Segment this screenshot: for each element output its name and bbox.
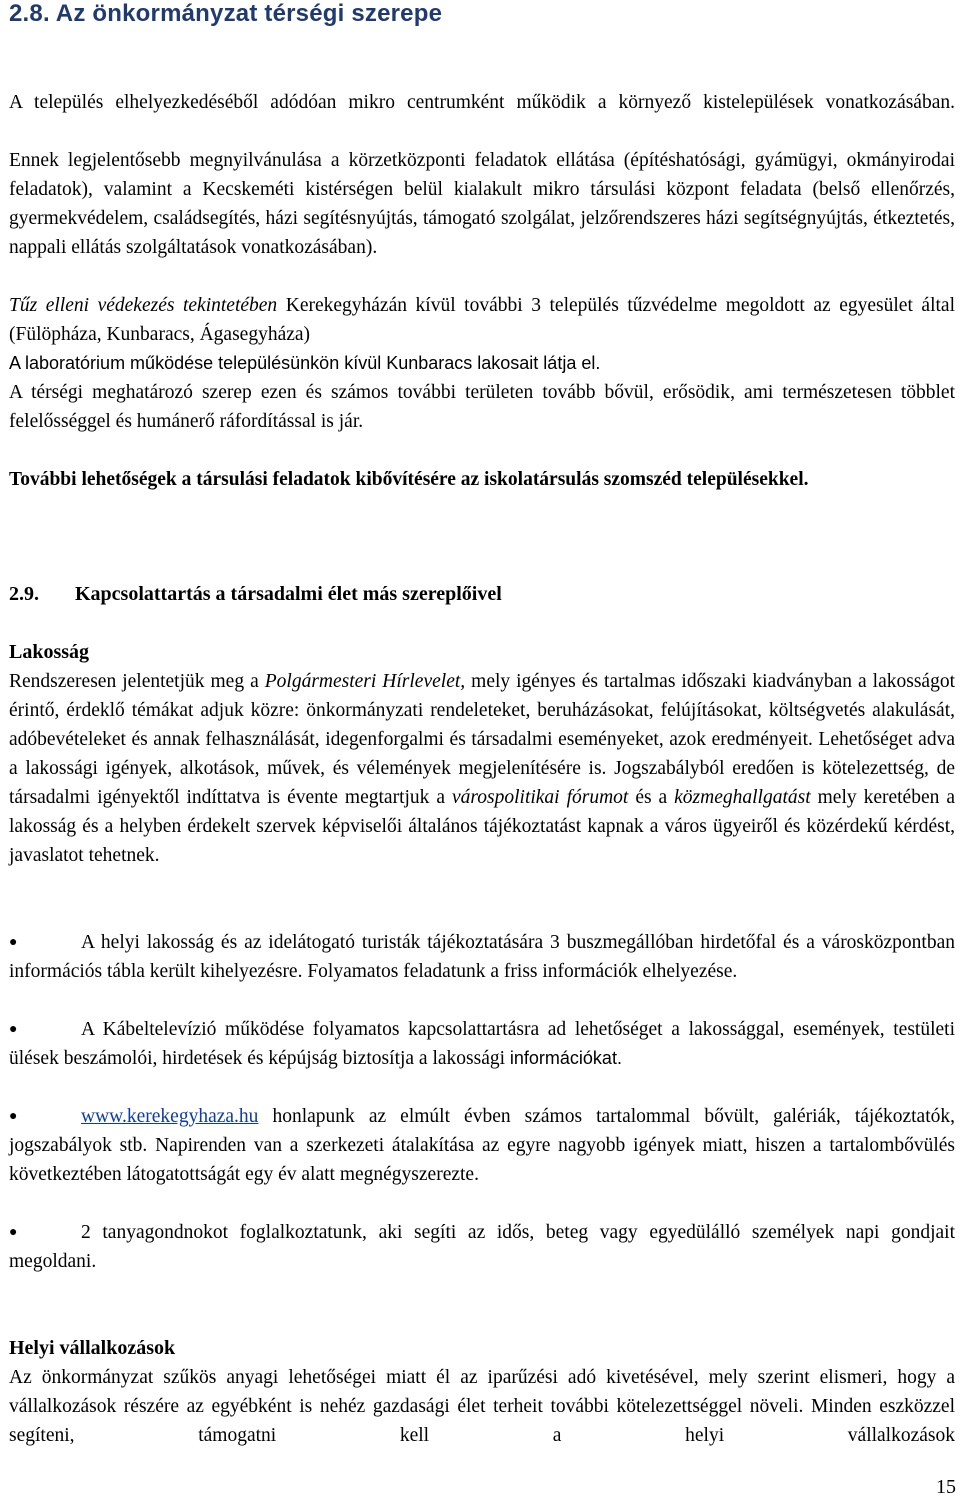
paragraph-text: További lehetőségek a társulási feladatok kibővítésére az iskolatársulás szomszéd településekkel. (9, 469, 809, 490)
paragraph-text: mely keretében a lakosság és a helyben érdekelt szervek képviselői általános tájékoztatást kapnak a város ügyeiről és közérdekű kérdést, javaslatot tehetnek. (9, 787, 955, 866)
paragraph-tuzvedelem (9, 291, 955, 349)
list-item (9, 1015, 955, 1073)
heading-lakossag: Lakosság (9, 641, 90, 663)
list-item-text: információkat. (509, 1048, 622, 1068)
section-number: 2.9. (9, 583, 39, 605)
paragraph-tersegi-szerep (9, 378, 955, 436)
list-item-text: A helyi lakosság és az idelátogató turisták tájékoztatására 3 buszmegállóban hirdetőfal és a városközpontban információs tábla került kihelyezésre. Folyamatos feladatunk a friss információk elhelyezése. (9, 932, 955, 982)
paragraph-tovabbi-lehetosegek (9, 465, 955, 494)
paragraph-text: Ennek legjelentősebb megnyilvánulása a körzetközponti feladatok ellátása (építéshatósági, gyámügyi, okmányirodai feladatok), valamint a Kecskeméti kistérségen belül kialakult mikro társulási központ feladata (belső ellenőrzés, gyermekvédelem, családsegítés, házi segítésnyújtás, támogató szolgálat, jelzőrendszeres házi segítségnyújtás, étkeztetés, nappali ellátás szolgáltatások vonatkozásában). (9, 150, 955, 258)
list-item (9, 1102, 955, 1189)
bullet-icon: ● (9, 1225, 18, 1240)
paragraph-text: Az önkormányzat szűkös anyagi lehetőségei miatt él az iparűzési adó kivetésével, mely szerint elismeri, hogy a vállalkozások részére az egyébként is nehéz gazdasági élet terheit további kötelezettséggel növeli. Minden eszközzel segíteni, támogatni kell a helyi vállalkozások (9, 1367, 955, 1446)
list-item-text: honlapunk az elmúlt évben számos tartalommal bővült, galériák, tájékoztatók, jogszabályok stb. Napirenden van a szerkezeti átalakítása az egyre nagyobb igények miatt, hiszen a tartalombővülés következtében látogatottságát egy év alatt megnégyszerezte. (9, 1106, 955, 1185)
heading-helyi-vallalkozasok: Helyi vállalkozások (9, 1337, 176, 1359)
italic-text: várospolitikai fórumot (452, 787, 629, 808)
italic-text: Tűz elleni védekezés tekintetében (9, 295, 278, 316)
paragraph-text: A laboratórium működése településünkön kívül Kunbaracs lakosait látja el. (9, 353, 601, 373)
paragraph-text: és a (628, 787, 675, 808)
paragraph-text: A térségi meghatározó szerep ezen és számos további területen tovább bővül, erősödik, ami természetesen többlet felelősséggel és humánerő ráfordítással is jár. (9, 382, 955, 432)
paragraph-laboratorium (9, 349, 955, 378)
paragraph-vallalkozasok (9, 1363, 955, 1450)
paragraph-text: Kerekegyházán kívül további 3 település tűzvédelme megoldott az egyesület által (Fülöpháza, Kunbaracs, Ágasegyháza) (9, 295, 955, 345)
list-item-text: A Kábeltelevízió működése folyamatos kapcsolattartásra ad lehetőséget a lakossággal, események, testületi ülések beszámolói, hirdetések és képújság biztosítja a lakossági (9, 1019, 955, 1069)
italic-text: Polgármesteri Hírlevelet, (264, 671, 466, 692)
paragraph-text: Rendszeresen jelentetjük meg a (9, 671, 265, 692)
list-item-text: 2 tanyagondnokot foglalkoztatunk, aki segíti az idős, beteg vagy egyedülálló személyek napi gondjait megoldani. (9, 1222, 955, 1272)
list-item (9, 1218, 955, 1276)
paragraph-mikro-centrum (9, 88, 955, 117)
website-link[interactable]: www.kerekegyhaza.hu (81, 1106, 259, 1127)
paragraph-korzetkozponti (9, 146, 955, 262)
section-title-text: Kapcsolattartás a társadalmi élet más szereplőivel (75, 583, 502, 605)
italic-text: közmeghallgatást (674, 787, 811, 808)
paragraph-text: A település elhelyezkedéséből adódóan mikro centrumként működik a környező kistelepülések vonatkozásában. (9, 92, 955, 113)
bullet-icon: ● (9, 935, 18, 950)
bullet-icon: ● (9, 1022, 18, 1037)
bullet-icon: ● (9, 1109, 18, 1124)
list-item (9, 928, 955, 986)
page-number: 15 (936, 1476, 956, 1498)
paragraph-lakossag (9, 667, 955, 870)
paragraph-text: mely igényes és tartalmas időszaki kiadványban a lakosságot érintő, érdeklő témákat adjuk közre: önkormányzati rendeleteket, beruházásokat, felújításokat, költségvetés alakulását, adóbevételeket és annak felhasználását, idegenforgalmi és társadalmi eseményeket, azok eredményeit. Lehetőséget adva a lakossági igények, alkotások, művek, és vélemények megjelenítésére is. Jogszabályból eredően is kötelezettség, de társadalmi igényektől indíttatva is évente megtartjuk a (9, 671, 956, 808)
section-title-2-9 (9, 580, 502, 609)
section-title-2-8: 2.8. Az önkormányzat térségi szerepe (9, 0, 443, 27)
